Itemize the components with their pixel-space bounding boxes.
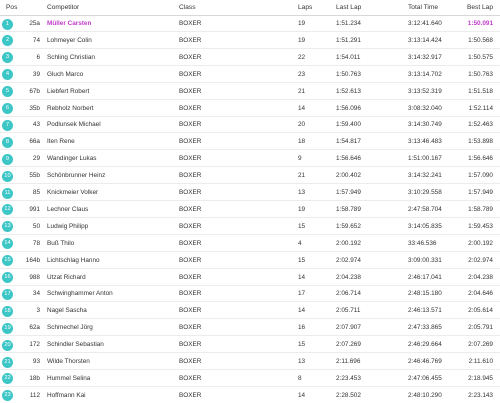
table-row[interactable]	[0, 67, 500, 83]
best-lap-time: 1:57.949	[468, 189, 493, 196]
table-row[interactable]	[0, 253, 500, 269]
competitor-name: Wandinger Lukas	[47, 155, 97, 163]
position-badge: 21	[2, 357, 13, 368]
last-lap-time: 1:58.789	[336, 205, 361, 213]
header-best-lap[interactable]: Best Lap	[466, 4, 493, 11]
car-number: 39	[32, 70, 40, 78]
position-badge: 8	[2, 137, 13, 148]
total-time: 3:13:14.702	[408, 70, 442, 78]
class-label: BOXER	[179, 391, 202, 399]
position-badge: 11	[2, 188, 13, 199]
table-row[interactable]	[0, 151, 500, 167]
position-badge: 3	[2, 52, 13, 63]
table-row[interactable]	[0, 303, 500, 319]
laps-count: 14	[298, 273, 306, 281]
total-time: 3:13:14.424	[408, 36, 442, 44]
laps-count: 19	[298, 20, 306, 27]
competitor-name: Rebholz Norbert	[47, 104, 94, 112]
position-badge: 23	[2, 390, 13, 401]
competitor-name: Liebfert Robert	[47, 87, 90, 95]
best-lap-time: 1:52.463	[468, 121, 493, 129]
table-row[interactable]	[0, 202, 500, 218]
table-row[interactable]	[0, 354, 500, 370]
last-lap-time: 2:06.714	[336, 290, 361, 298]
car-number: 66a	[29, 138, 40, 146]
laps-count: 9	[298, 155, 302, 163]
best-lap-time: 1:50.568	[468, 36, 493, 44]
best-lap-time: 2:05.614	[468, 307, 493, 315]
class-label: BOXER	[179, 239, 202, 247]
laps-count: 19	[298, 205, 306, 213]
position-badge: 6	[2, 103, 13, 114]
position-badge: 10	[2, 171, 13, 182]
laps-count: 4	[298, 239, 302, 247]
total-time: 3:12:41.640	[408, 20, 442, 27]
car-number: 18b	[29, 374, 40, 382]
competitor-name: Nagel Sascha	[47, 307, 87, 315]
table-row[interactable]	[0, 168, 500, 184]
position-badge: 4	[2, 69, 13, 80]
last-lap-time: 2:28.502	[336, 391, 361, 399]
competitor-name: Gluch Marco	[47, 70, 84, 78]
class-label: BOXER	[179, 70, 202, 78]
car-number: 67b	[29, 87, 40, 95]
laps-count: 21	[298, 87, 306, 95]
table-row[interactable]	[0, 185, 500, 201]
competitor-name: Schindler Sebastian	[47, 341, 104, 349]
last-lap-time: 2:07.269	[336, 341, 361, 349]
total-time: 33:46.536	[408, 239, 437, 247]
position-badge: 13	[2, 221, 13, 232]
position-badge: 12	[2, 204, 13, 215]
best-lap-time: 2:04.238	[468, 273, 493, 281]
laps-count: 15	[298, 341, 306, 349]
laps-count: 13	[298, 358, 306, 365]
total-time: 2:46:29.664	[408, 341, 442, 349]
table-row[interactable]	[0, 286, 500, 302]
table-row[interactable]	[0, 50, 500, 66]
class-label: BOXER	[179, 172, 202, 180]
total-time: 2:46:13.571	[408, 307, 442, 315]
table-row[interactable]	[0, 84, 500, 100]
best-lap-time: 2:00.192	[468, 239, 493, 247]
best-lap-time: 1:52.114	[468, 104, 493, 112]
total-time: 3:14:30.749	[408, 121, 442, 129]
position-badge: 16	[2, 272, 13, 283]
last-lap-time: 1:59.400	[336, 121, 361, 129]
car-number: 6	[36, 53, 40, 61]
total-time: 3:14:32.241	[408, 172, 442, 180]
best-lap-time: 1:56.646	[468, 155, 493, 163]
car-number: 74	[32, 36, 40, 44]
car-number: 62a	[29, 324, 40, 332]
class-label: BOXER	[179, 20, 202, 27]
table-row[interactable]	[0, 134, 500, 150]
position-badge: 22	[2, 373, 13, 384]
total-time: 2:47:06.455	[408, 374, 442, 382]
competitor-name: Müller Carsten	[47, 20, 92, 27]
class-label: BOXER	[179, 36, 202, 44]
best-lap-time: 1:50.763	[468, 70, 493, 78]
car-number: 93	[32, 358, 40, 365]
competitor-name: Schmechel Jörg	[47, 324, 93, 332]
competitor-name: Podlunsek Michael	[47, 121, 101, 129]
class-label: BOXER	[179, 374, 202, 382]
total-time: 2:47:33.865	[408, 324, 442, 332]
class-label: BOXER	[179, 121, 202, 129]
table-row[interactable]	[0, 270, 500, 286]
laps-count: 8	[298, 374, 302, 382]
header-total-time[interactable]: Total Time	[408, 4, 439, 11]
laps-count: 13	[298, 189, 306, 196]
last-lap-time: 1:56.646	[336, 155, 361, 163]
class-label: BOXER	[179, 189, 202, 196]
best-lap-time: 2:02.974	[468, 256, 493, 264]
last-lap-time: 1:52.613	[336, 87, 361, 95]
position-badge: 9	[2, 154, 13, 165]
car-number: 25a	[29, 20, 40, 27]
class-label: BOXER	[179, 290, 202, 298]
best-lap-time: 1:57.090	[468, 172, 493, 180]
class-label: BOXER	[179, 222, 202, 230]
class-label: BOXER	[179, 155, 202, 163]
laps-count: 14	[298, 104, 306, 112]
last-lap-time: 2:04.238	[336, 273, 361, 281]
competitor-name: Schönbrunner Heinz	[47, 172, 106, 180]
competitor-name: Schling Christian	[47, 53, 95, 61]
best-lap-time: 1:50.575	[468, 53, 493, 61]
last-lap-time: 1:56.096	[336, 104, 361, 112]
last-lap-time: 2:02.974	[336, 256, 361, 264]
table-row[interactable]	[0, 371, 500, 387]
class-label: BOXER	[179, 273, 202, 281]
header-competitor[interactable]: Competitor	[47, 4, 80, 11]
competitor-name: Utzat Richard	[47, 273, 86, 281]
car-number: 50	[32, 222, 40, 230]
competitor-name: Wilde Thorsten	[47, 358, 90, 365]
last-lap-time: 2:05.711	[336, 307, 361, 315]
laps-count: 23	[298, 70, 306, 78]
laps-count: 15	[298, 256, 306, 264]
last-lap-time: 1:54.817	[336, 138, 361, 146]
laps-count: 21	[298, 172, 306, 180]
table-row[interactable]	[0, 16, 500, 32]
table-row[interactable]	[0, 337, 500, 353]
laps-count: 22	[298, 53, 306, 61]
position-badge: 5	[2, 86, 13, 97]
competitor-name: Lechner Claus	[47, 205, 89, 213]
last-lap-time: 1:51.234	[336, 20, 361, 27]
car-number: 85	[32, 189, 40, 196]
car-number: 29	[32, 155, 40, 163]
laps-count: 20	[298, 121, 306, 129]
last-lap-time: 1:59.652	[336, 222, 361, 230]
best-lap-time: 2:07.269	[468, 341, 493, 349]
car-number: 3	[36, 307, 40, 315]
last-lap-time: 1:50.763	[336, 70, 361, 78]
last-lap-time: 2:00.192	[336, 239, 361, 247]
last-lap-time: 1:54.011	[336, 53, 361, 61]
total-time: 3:10:29.558	[408, 189, 442, 196]
position-badge: 20	[2, 340, 13, 351]
car-number: 43	[32, 121, 40, 129]
header-pos[interactable]: Pos	[6, 4, 18, 11]
table-row[interactable]	[0, 219, 500, 235]
total-time: 3:13:46.483	[408, 138, 442, 146]
table-row[interactable]	[0, 388, 500, 403]
competitor-name: Hummel Selina	[47, 374, 91, 382]
best-lap-time: 2:23.143	[468, 391, 493, 399]
total-time: 3:14:32.917	[408, 53, 442, 61]
total-time: 2:46:17.041	[408, 273, 442, 281]
total-time: 3:09:00.331	[408, 256, 442, 264]
total-time: 2:48:10.290	[408, 391, 442, 399]
last-lap-time: 2:00.402	[336, 172, 361, 180]
car-number: 988	[29, 273, 40, 281]
last-lap-time: 2:23.453	[336, 374, 361, 382]
total-time: 2:47:58.704	[408, 205, 442, 213]
total-time: 1:51:00.167	[408, 155, 442, 163]
competitor-name: Ludwig Philipp	[47, 222, 89, 230]
table-header	[0, 0, 500, 16]
competitor-name: Iten Rene	[47, 138, 75, 146]
best-lap-time: 1:59.453	[468, 222, 493, 230]
position-badge: 2	[2, 35, 13, 46]
position-badge: 1	[2, 19, 13, 30]
car-number: 55b	[29, 172, 40, 180]
position-badge: 19	[2, 323, 13, 334]
class-label: BOXER	[179, 256, 202, 264]
position-badge: 15	[2, 255, 13, 266]
laps-count: 14	[298, 307, 306, 315]
best-lap-time: 2:04.646	[468, 290, 493, 298]
last-lap-time: 1:57.949	[336, 189, 361, 196]
best-lap-time: 2:18.945	[468, 374, 493, 382]
class-label: BOXER	[179, 358, 202, 365]
last-lap-time: 2:07.907	[336, 324, 361, 332]
last-lap-time: 1:51.291	[336, 36, 361, 44]
position-badge: 14	[2, 238, 13, 249]
car-number: 172	[29, 341, 40, 349]
competitor-name: Knickmeier Volker	[47, 189, 99, 196]
class-label: BOXER	[179, 307, 202, 315]
table-row[interactable]	[0, 101, 500, 117]
laps-count: 14	[298, 391, 306, 399]
total-time: 3:13:52.319	[408, 87, 442, 95]
competitor-name: Buß Thilo	[47, 239, 75, 247]
best-lap-time: 2:11.610	[468, 358, 493, 365]
position-badge: 7	[2, 120, 13, 131]
laps-count: 15	[298, 222, 306, 230]
competitor-name: Lichtschlag Hanno	[47, 256, 100, 264]
total-time: 2:46:46.769	[408, 358, 442, 365]
car-number: 35b	[29, 104, 40, 112]
class-label: BOXER	[179, 138, 202, 146]
car-number: 112	[29, 391, 40, 399]
class-label: BOXER	[179, 324, 202, 332]
car-number: 991	[29, 205, 40, 213]
laps-count: 16	[298, 324, 306, 332]
class-label: BOXER	[179, 104, 202, 112]
best-lap-time: 1:58.789	[468, 205, 493, 213]
best-lap-time: 1:51.518	[468, 87, 493, 95]
class-label: BOXER	[179, 341, 202, 349]
best-lap-time: 1:50.091	[467, 20, 493, 27]
laps-count: 18	[298, 138, 306, 146]
table-row[interactable]	[0, 117, 500, 133]
class-label: BOXER	[179, 205, 202, 213]
header-last-lap[interactable]: Last Lap	[336, 4, 362, 11]
car-number: 34	[32, 290, 40, 298]
laps-count: 17	[298, 290, 306, 298]
total-time: 2:48:15.180	[408, 290, 442, 298]
header-class[interactable]: Class	[179, 4, 196, 11]
car-number: 164b	[25, 256, 40, 264]
class-label: BOXER	[179, 53, 202, 61]
position-badge: 18	[2, 306, 13, 317]
total-time: 3:14:05.835	[408, 222, 442, 230]
table-row[interactable]	[0, 33, 500, 49]
position-badge: 17	[2, 289, 13, 300]
competitor-name: Lohmeyer Colin	[47, 36, 92, 44]
header-laps[interactable]: Laps	[298, 4, 313, 11]
car-number: 78	[32, 239, 40, 247]
best-lap-time: 2:05.791	[468, 324, 493, 332]
class-label: BOXER	[179, 87, 202, 95]
competitor-name: Hoffmann Kai	[47, 391, 86, 399]
competitor-name: Schwinghammer Anton	[47, 290, 113, 298]
table-row[interactable]	[0, 320, 500, 336]
laps-count: 19	[298, 36, 306, 44]
best-lap-time: 1:53.898	[468, 138, 493, 146]
last-lap-time: 2:11.696	[336, 358, 361, 365]
table-row[interactable]	[0, 236, 500, 252]
total-time: 3:08:32.040	[408, 104, 442, 112]
